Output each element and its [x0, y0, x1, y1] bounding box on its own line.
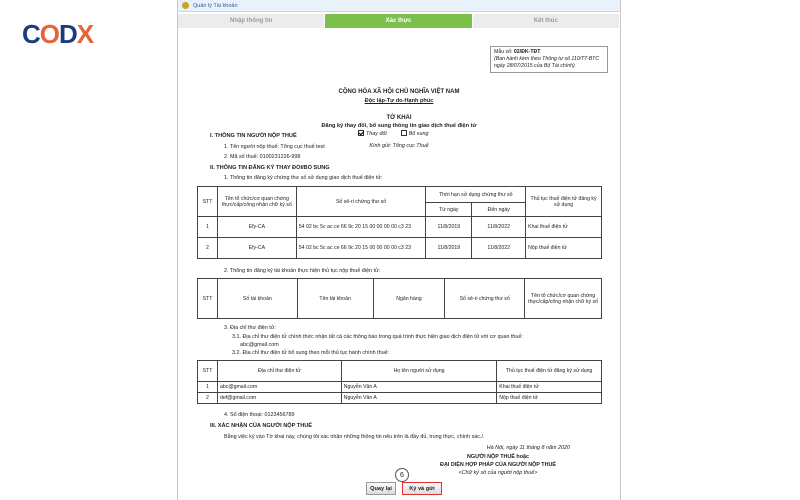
back-button[interactable]: Quay lại: [366, 482, 396, 495]
section2-sub32: 3.2. Địa chỉ thư điện tử bổ sung theo mỗi thủ tục hành chính thuế:: [232, 350, 390, 356]
form-code-box: Mẫu số: 02/ĐK-TĐT (Ban hành kèm theo Thông tư số 110/TT-BTC ngày 28/07/2015 của Bộ Tài chính): [490, 46, 608, 73]
section2-sub3: 3. Địa chỉ thư điện tử:: [224, 325, 276, 331]
main-email: abc@gmail.com: [240, 342, 279, 348]
change-type-checks: [358, 130, 428, 139]
page-title: TỜ KHAI: [386, 115, 412, 121]
signer-line3: <Chữ ký số của người nộp thuế>: [458, 470, 538, 476]
section2-title: II. THÔNG TIN ĐĂNG KÝ THAY ĐỔI/BỔ SUNG: [210, 165, 330, 171]
nation-title: CỘNG HÒA XÃ HỘI CHỦ NGHĨA VIỆT NAM: [338, 89, 460, 95]
sign-date: Hà Nội, ngày 11 tháng 8 năm 2020: [486, 445, 570, 451]
checkbox-change[interactable]: Thay đổi: [358, 130, 387, 139]
table-row: 2 Efy-CA 54 02 bc 5c ac ce 66 9c 20 15 00 00 00 00 c3 23 11/8/2019 11/8/2022 Nộp thuế điện tử: [198, 238, 602, 259]
table-row: 1 Efy-CA 54 02 bc 5c ac ce 66 9c 20 15 00 00 00 00 c3 23 11/8/2019 11/8/2022 Khai thuế điện tử: [198, 217, 602, 238]
taxpayer-name: 1. Tên người nộp thuế: Tổng cục thuế test: [224, 144, 325, 150]
signer-line1: NGƯỜI NỘP THUẾ hoặc: [467, 454, 529, 460]
section1-title: I. THÔNG TIN NGƯỜI NỘP THUẾ: [210, 133, 297, 139]
tax-code: 2. Mã số thuế: 0100231226-998: [224, 154, 301, 160]
phone-line: 4. Số điện thoại: 0123456789: [224, 412, 295, 418]
bank-account-table: STT Số tài khoản Tên tài khoản Ngân hàng Số sê-ri chứng thư số Tên tổ chức/cơ quan chứng thực/cấp/công nhận chữ ký số: [197, 278, 602, 319]
home-icon: [182, 2, 189, 9]
checkbox-add[interactable]: Bổ sung: [401, 130, 429, 139]
table-row: 1 abc@gmail.com Nguyễn Văn A Khai thuế điện tử: [198, 382, 602, 393]
topbar: [178, 0, 620, 12]
recipient: Kính gửi: Tổng cục Thuế: [369, 143, 429, 149]
step-verify: Xác thực: [325, 14, 472, 28]
certificate-table: STT Tên tổ chức/cơ quan chứng thực/cấp/công nhận chữ ký số Số sê-ri chứng thư số Thời hạn sử dụng chứng thư số Thủ tục thuế điện tử đăng ký sử dụng Từ ngày Đến ngày 1 Efy-CA 54 02 bc 5c ac ce 66 9c 20 15 00 00 00 00 c3 23 11/8/2019 11/8/2022 Khai thuế điện tử 2 Efy-CA 54 02 bc 5c ac ce 66 9c 20 15 00 00 00 00 c3 23 11/8/2019 11/8/2022 Nộp thuế điện tử: [197, 186, 602, 259]
checkbox-unchecked-icon[interactable]: [401, 130, 407, 136]
section3-title: III. XÁC NHẬN CỦA NGƯỜI NỘP THUẾ: [210, 423, 313, 429]
page-subtitle: Đăng ký thay đổi, bổ sung thông tin giao dịch thuế điện tử: [321, 123, 477, 129]
confirm-text: Bằng việc ký vào Tờ khai này, chúng tôi xác nhận những thông tin nêu trên là đầy đủ, trung thực, chính xác./.: [224, 434, 485, 440]
step-number-badge: 6: [395, 468, 409, 482]
codx-logo: C O D X: [22, 18, 94, 49]
topbar-title[interactable]: Quản lý Tài khoản: [193, 2, 238, 9]
signer-line2: ĐẠI DIỆN HỢP PHÁP CỦA NGƯỜI NỘP THUẾ: [440, 462, 556, 468]
step-finish: Kết thúc: [473, 14, 620, 28]
wizard-steps: [178, 14, 620, 28]
table-row: 2 def@gmail.com Nguyễn Văn A Nộp thuế điện tử: [198, 393, 602, 404]
section2-sub1: 1. Thông tin đăng ký chứng thư số sử dụng giao dịch thuế điện tử:: [224, 175, 383, 181]
sign-and-send-button[interactable]: Ký và gửi: [402, 482, 442, 495]
email-table: STT Địa chỉ thư điện tử Họ tên người sử dụng Thủ tục thuế điện tử đăng ký sử dụng 1 abc@gmail.com Nguyễn Văn A Khai thuế điện tử 2 def@gmail.com Nguyễn Văn A Nộp thuế điện tử: [197, 360, 602, 404]
step-input: Nhập thông tin: [178, 14, 325, 28]
section2-sub2: 2. Thông tin đăng ký tài khoản thực hiện thủ tục nộp thuế điện tử:: [224, 268, 381, 274]
app-frame: [177, 0, 621, 500]
checkbox-checked-icon[interactable]: [358, 130, 364, 136]
motto: Độc lập-Tự do-Hạnh phúc: [364, 98, 434, 104]
section2-sub31: 3.1. Địa chỉ thư điện tử chính thức nhận tất cả các thông báo trong quá trình thực hiện giao dịch điện tử với cơ quan thuế:: [232, 334, 523, 340]
